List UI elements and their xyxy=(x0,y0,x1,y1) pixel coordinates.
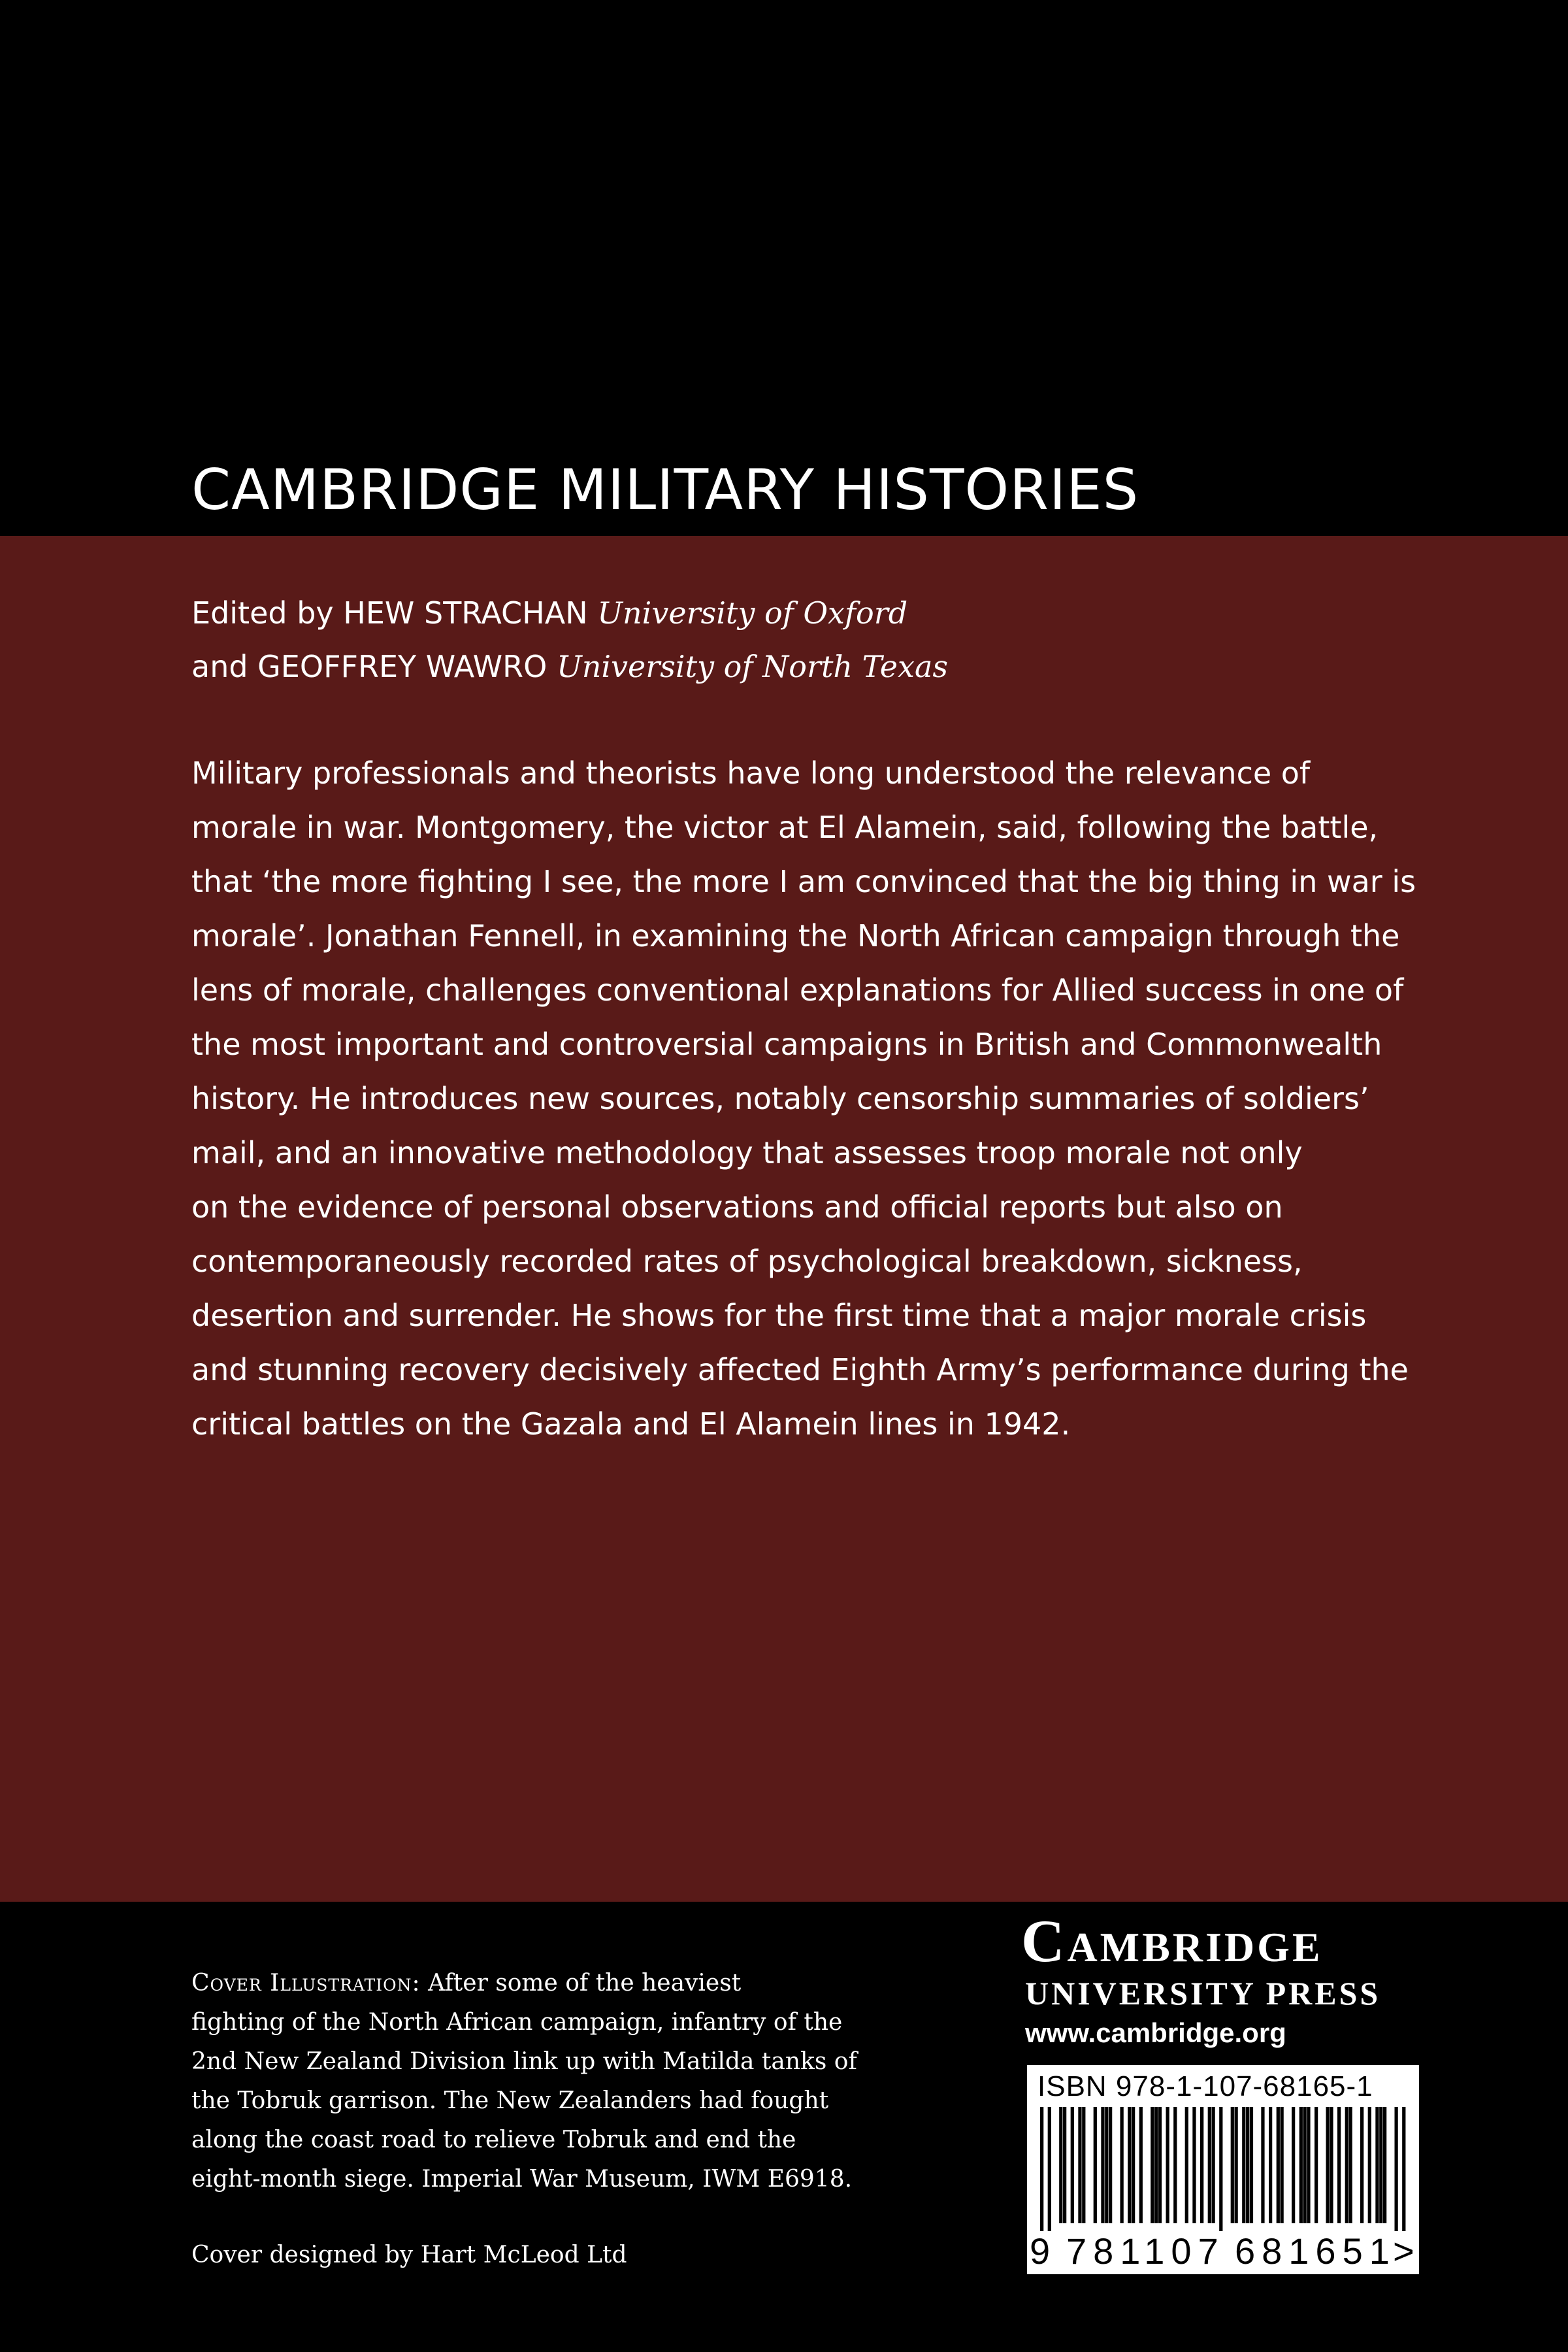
barcode-bar xyxy=(1360,2107,1364,2223)
barcode-bar xyxy=(1101,2107,1104,2223)
barcode-bar xyxy=(1185,2107,1188,2223)
barcode-bar xyxy=(1120,2107,1124,2223)
blurb-line: lens of morale, challenges conventional explanations for Allied success in one of xyxy=(191,972,1404,1008)
blurb-line: on the evidence of personal observations and official reports but also on xyxy=(191,1189,1283,1225)
barcode-bar xyxy=(1231,2107,1234,2223)
blurb-line: history. He introduces new sources, notably censorship summaries of soldiers’ xyxy=(191,1081,1369,1116)
barcode-bar xyxy=(1281,2107,1284,2223)
barcode-bar xyxy=(1078,2107,1081,2223)
barcode-bar xyxy=(1330,2107,1333,2223)
barcode-bar xyxy=(1402,2107,1405,2231)
cover-designer-credit: Cover designed by Hart McLeod Ltd xyxy=(191,2242,627,2268)
barcode-digit-first: 9 xyxy=(1030,2230,1051,2272)
editor-2-name: and GEOFFREY WAWRO xyxy=(191,649,547,684)
blurb-line: critical battles on the Gazala and El Alamein lines in 1942. xyxy=(191,1406,1071,1442)
barcode-bar xyxy=(1250,2107,1253,2223)
caption-lead-rest: After some of the heaviest xyxy=(420,1970,742,1996)
barcode-bar xyxy=(1395,2107,1398,2231)
isbn-barcode xyxy=(1027,2065,1419,2274)
barcode-bar xyxy=(1158,2107,1162,2223)
barcode-bar xyxy=(1242,2107,1245,2223)
barcode-bar xyxy=(1315,2107,1318,2223)
blurb-line: morale’. Jonathan Fennell, in examining the North African campaign through the xyxy=(191,918,1400,953)
barcode-bar xyxy=(1071,2107,1074,2223)
barcode-bar xyxy=(1337,2107,1341,2223)
isbn-label: ISBN 978-1-107-68165-1 xyxy=(1037,2070,1373,2102)
barcode-bar xyxy=(1059,2107,1062,2223)
barcode-bar xyxy=(1375,2107,1379,2223)
barcode-arrow: > xyxy=(1393,2230,1414,2272)
blurb-line: mail, and an innovative methodology that assesses troop morale not only xyxy=(191,1135,1303,1170)
barcode-bar xyxy=(1151,2107,1154,2223)
barcode-bar xyxy=(1235,2107,1238,2223)
barcode-digits xyxy=(1027,2230,1419,2272)
caption-line: 2nd New Zealand Division link up with Matilda tanks of xyxy=(191,2048,857,2075)
series-title: CAMBRIDGE MILITARY HISTORIES xyxy=(191,457,1139,523)
editor-2-affiliation: University of North Texas xyxy=(556,649,948,684)
barcode-bar xyxy=(1219,2107,1222,2231)
publisher-subtitle: UNIVERSITY PRESS xyxy=(1025,1975,1381,2012)
barcode-bar xyxy=(1166,2107,1169,2223)
barcode-bar xyxy=(1368,2107,1371,2223)
barcode-bar xyxy=(1269,2107,1272,2223)
barcode-digit-group-1: 781107 xyxy=(1066,2230,1225,2272)
barcode-bar xyxy=(1139,2107,1143,2223)
barcode-digit-group-2: 681651 xyxy=(1235,2230,1396,2272)
caption-line xyxy=(191,1964,910,2003)
barcode-bar xyxy=(1379,2107,1382,2223)
barcode-bar xyxy=(1105,2107,1108,2223)
barcode-bar xyxy=(1299,2107,1303,2223)
caption-line: the Tobruk garrison. The New Zealanders had fought xyxy=(191,2087,829,2114)
blurb-line: that ‘the more fighting I see, the more I am convinced that the big thing in war is xyxy=(191,864,1416,899)
blurb-line: the most important and controversial campaigns in British and Commonwealth xyxy=(191,1027,1382,1062)
barcode-bar xyxy=(1063,2107,1066,2223)
editor-1-name: Edited by HEW STRACHAN xyxy=(191,595,588,631)
barcode-bar xyxy=(1345,2107,1348,2223)
barcode-bar xyxy=(1277,2107,1280,2223)
cover-illustration-caption xyxy=(191,1964,910,2199)
book-blurb xyxy=(191,746,1416,1451)
editor-line-1 xyxy=(191,586,1433,640)
editors-block xyxy=(191,586,1433,693)
top-black-band xyxy=(0,0,1568,536)
barcode-bar xyxy=(1303,2107,1307,2223)
barcode-bar xyxy=(1048,2107,1051,2231)
barcode-bar xyxy=(1128,2107,1131,2223)
barcode-bar xyxy=(1109,2107,1112,2223)
barcode-bars xyxy=(1040,2107,1406,2231)
barcode-bar xyxy=(1208,2107,1211,2223)
caption-line: along the coast road to relieve Tobruk and end the xyxy=(191,2127,796,2153)
editor-1-affiliation: University of Oxford xyxy=(597,595,908,631)
barcode-bar xyxy=(1326,2107,1330,2223)
barcode-bar xyxy=(1082,2107,1085,2223)
barcode-bar xyxy=(1246,2107,1249,2223)
barcode-bar xyxy=(1212,2107,1215,2223)
barcode-bar xyxy=(1261,2107,1264,2223)
caption-lead: Cover Illustration: xyxy=(191,1970,421,1996)
barcode-bar xyxy=(1200,2107,1203,2223)
blurb-line: contemporaneously recorded rates of psychological breakdown, sickness, xyxy=(191,1244,1303,1279)
barcode-bar xyxy=(1307,2107,1310,2223)
blurb-line: desertion and surrender. He shows for the first time that a major morale crisis xyxy=(191,1298,1367,1333)
barcode-bar xyxy=(1292,2107,1295,2223)
barcode-bar xyxy=(1349,2107,1352,2223)
editor-line-2 xyxy=(191,640,1433,693)
barcode-bar xyxy=(1192,2107,1196,2223)
caption-line: eight-month siege. Imperial War Museum, IWM E6918. xyxy=(191,2166,853,2193)
barcode-bar xyxy=(1132,2107,1135,2223)
barcode-bar xyxy=(1154,2107,1158,2223)
publisher-logo xyxy=(1021,1908,1420,2053)
barcode-bar xyxy=(1383,2107,1386,2223)
barcode-bar xyxy=(1173,2107,1177,2223)
caption-line: fighting of the North African campaign, infantry of the xyxy=(191,2009,843,2036)
publisher-name: Cambridge xyxy=(1021,1908,1323,1974)
barcode-bar xyxy=(1040,2107,1043,2231)
publisher-url: www.cambridge.org xyxy=(1025,2017,1286,2048)
barcode-bar xyxy=(1094,2107,1097,2223)
blurb-line: Military professionals and theorists have long understood the relevance of xyxy=(191,755,1311,791)
blurb-line: and stunning recovery decisively affected Eighth Army’s performance during the xyxy=(191,1352,1409,1387)
blurb-line: morale in war. Montgomery, the victor at El Alamein, said, following the battle, xyxy=(191,810,1379,845)
